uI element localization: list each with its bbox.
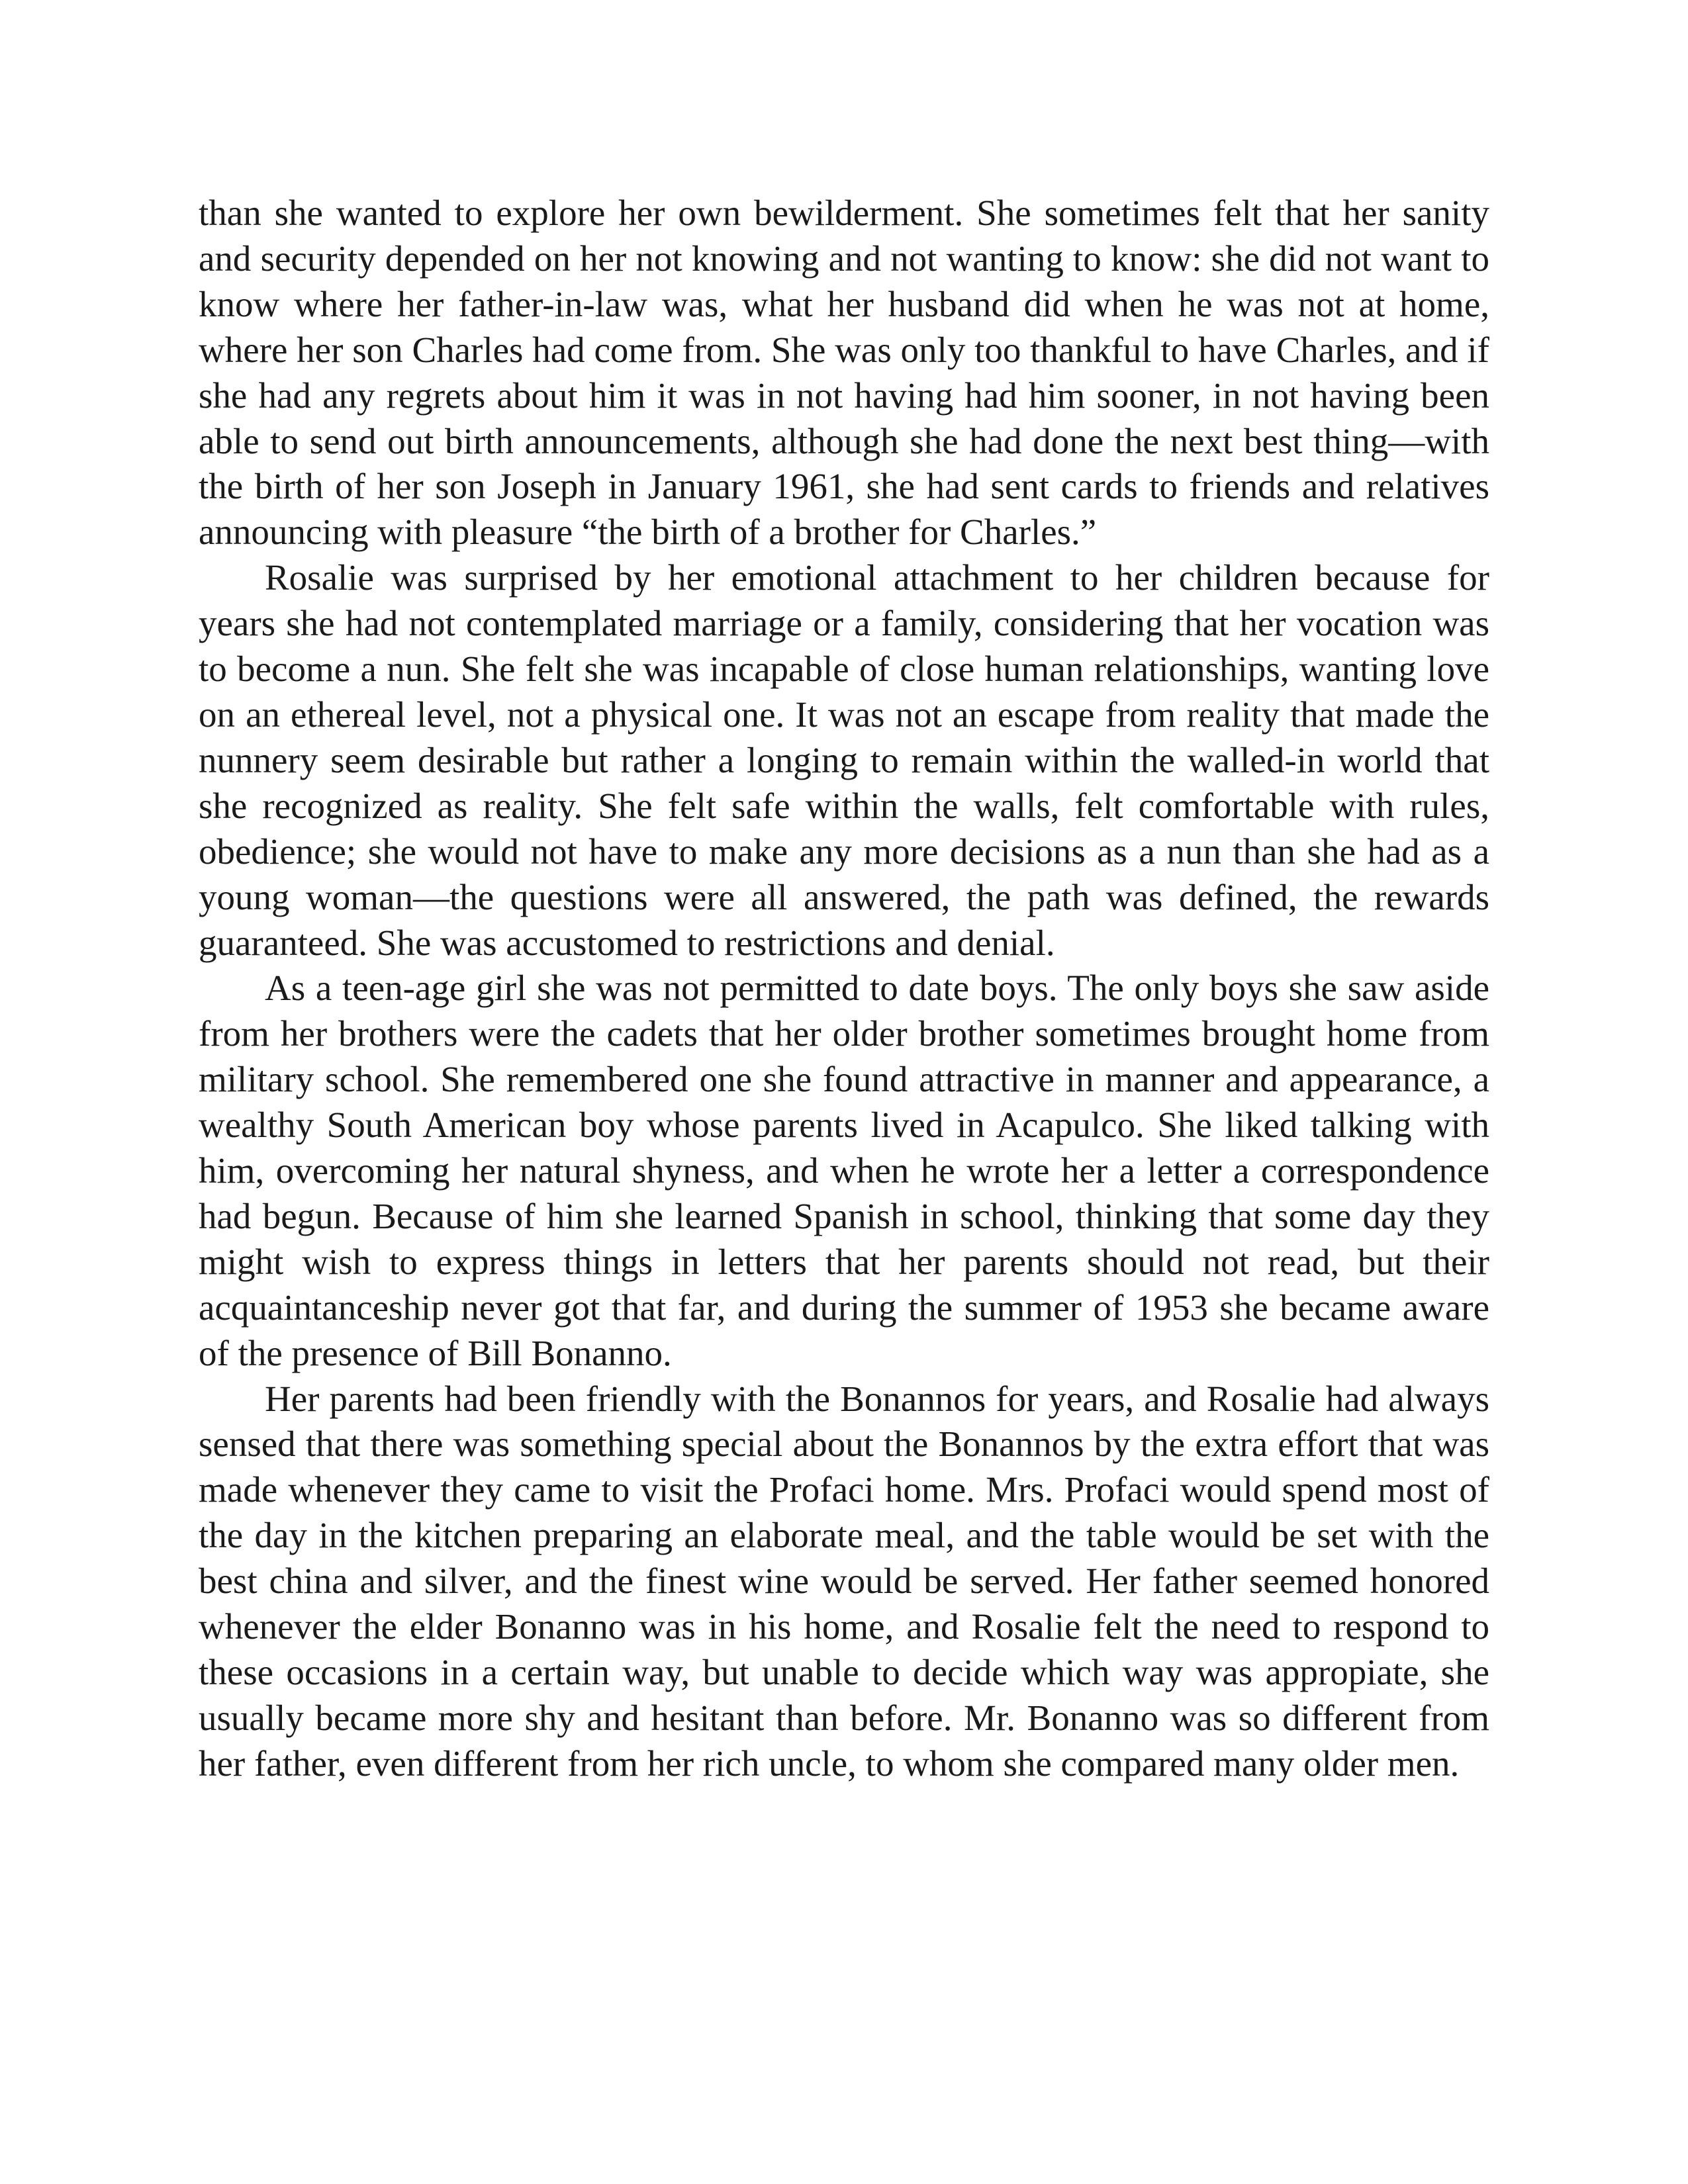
paragraph-continuation: than she wanted to explore her own bewilderment. She sometimes felt that her sanity and security depended on her not knowing and not wanting to know: she did not want to know where her father-in-law was, what her husband did when he was not at home, where her son Charles had come from. She was only too thankful to have Charles, and if she had any regrets about him it was in not having had him sooner, in not having been able to send out birth announcements, although she had done the next best thing—with the birth of her son Joseph in January 1961, she had sent cards to friends and relatives announcing with pleasure “the birth of a brother for Charles.” bbox=[199, 193, 1489, 553]
paragraph-rosalie-attachment: Rosalie was surprised by her emotional attachment to her children because for years she had not contemplated marriage or a family, considering that her vocation was to become a nun. She felt she was incapable of close human relationships, wanting love on an ethereal level, not a physical one. It was not an escape from reality that made the nunnery seem desirable but rather a longing to remain within the walled-in world that she recognized as reality. She felt safe within the walls, felt comfortable with rules, obedience; she would not have to make any more decisions as a nun than she had as a young woman—the questions were all answered, the path was defined, the rewards guaranteed. She was accustomed to restrictions and denial. bbox=[199, 557, 1489, 963]
paragraph-bonanno-visits: Her parents had been friendly with the Bonannos for years, and Rosalie had always sensed that there was something special about the Bonannos by the extra effort that was made whenever they came to visit the Profaci home. Mrs. Profaci would spend most of the day in the kitchen preparing an elaborate meal, and the table would be set with the best china and silver, and the finest wine would be served. Her father seemed honored whenever the elder Bonanno was in his home, and Rosalie felt the need to respond to these occasions in a certain way, but unable to decide which way was appropiate, she usually became more shy and hesitant than before. Mr. Bonanno was so different from her father, even different from her rich uncle, to whom she compared many older men. bbox=[199, 1378, 1489, 1784]
body-text bbox=[199, 191, 1489, 1787]
paragraph-teen-age-girl: As a teen-age girl she was not permitted to date boys. The only boys she saw aside from her brothers were the cadets that her older brother sometimes brought home from military school. She remembered one she found attractive in manner and appearance, a wealthy South American boy whose parents lived in Acapulco. She liked talking with him, overcoming her natural shyness, and when he wrote her a letter a correspondence had begun. Because of him she learned Spanish in school, thinking that some day they might wish to express things in letters that her parents should not read, but their acquaintanceship never got that far, and during the summer of 1953 she became aware of the presence of Bill Bonanno. bbox=[199, 968, 1489, 1373]
